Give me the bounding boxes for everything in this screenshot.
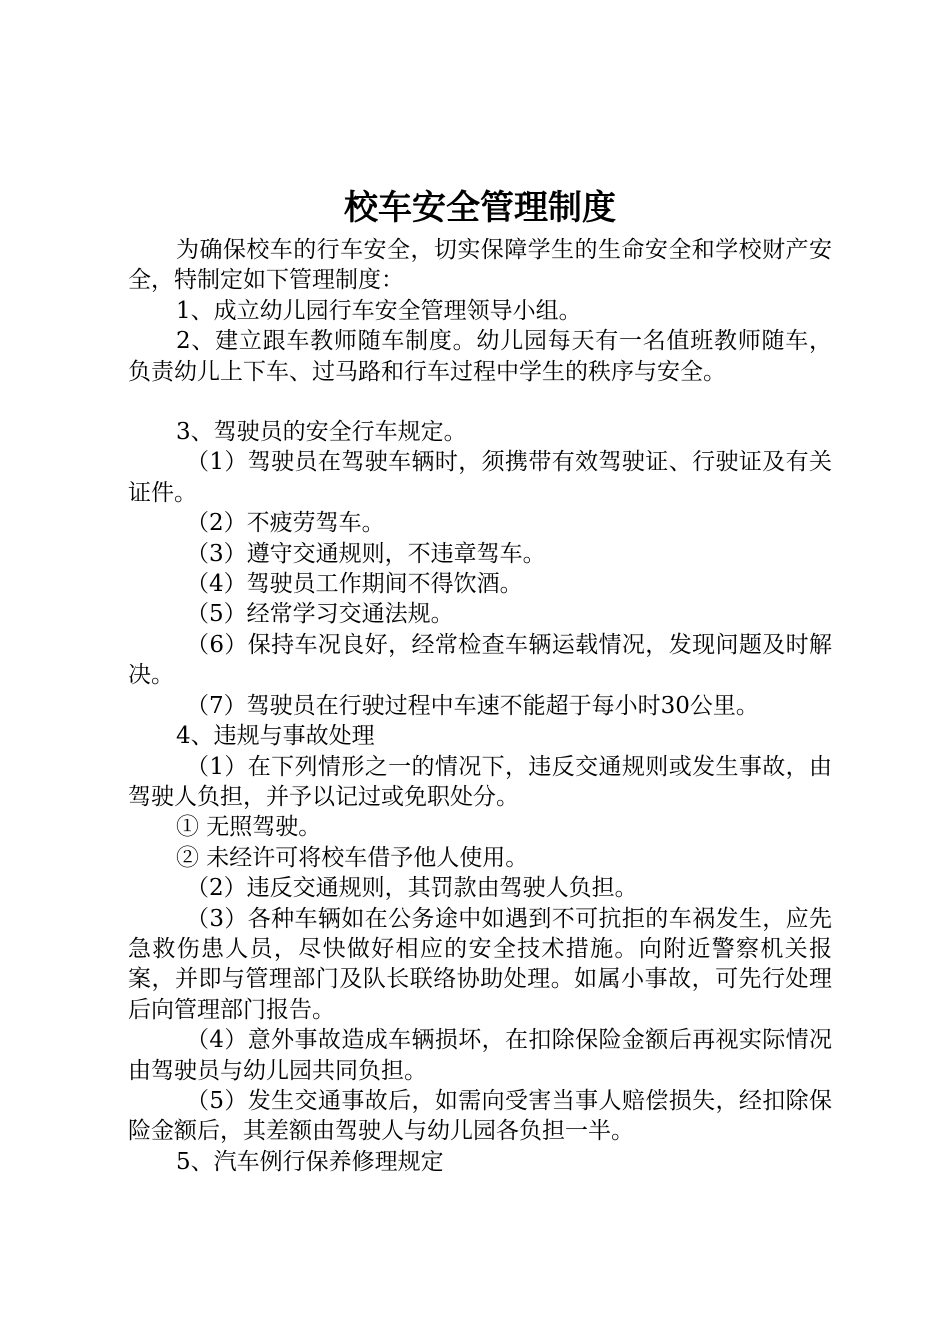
- paragraph-gap: [128, 387, 832, 417]
- document-page: [128, 183, 832, 1177]
- rule-4-item-2: （2）违反交通规则，其罚款由驾驶人负担。: [186, 875, 638, 902]
- rule-3-item-4: （4）驾驶员工作期间不得饮酒。: [186, 571, 523, 598]
- rule-3: 3、驾驶员的安全行车规定。: [176, 419, 467, 446]
- rule-3-item-3: （3）遵守交通规则，不违章驾车。: [186, 540, 546, 567]
- rule-4: 4、违规与事故处理: [176, 723, 375, 750]
- rule-4-item-3: （3）各种车辆如在公务途中如遇到不可抗拒的车祸发生，应先急救伤患人员，尽快做好相应的安全技术措施。向附近警察机关报案，并即与管理部门及队长联络协助处理。如属小事故，可先行处理后向管理部门报告。: [128, 905, 832, 1023]
- rule-5: 5、汽车例行保养修理规定: [176, 1148, 444, 1175]
- rule-2: 2、建立跟车教师随车制度。幼儿园每天有一名值班教师随车，负责幼儿上下车、过马路和行车过程中学生的秩序与安全。: [128, 328, 832, 385]
- rule-4-item-1: （1）在下列情形之一的情况下，违反交通规则或发生事故，由驾驶人负担，并予以记过或免职处分。: [128, 753, 832, 810]
- rule-4-item-1-case-1: ① 无照驾驶。: [176, 814, 322, 841]
- rule-4-item-4: （4）意外事故造成车辆损坏，在扣除保险金额后再视实际情况由驾驶员与幼儿园共同负担。: [128, 1027, 832, 1084]
- rule-3-item-2: （2）不疲劳驾车。: [186, 510, 385, 537]
- intro-paragraph: 为确保校车的行车安全，切实保障学生的生命安全和学校财产安全，特制定如下管理制度：: [128, 237, 832, 294]
- document-title: 校车安全管理制度: [344, 188, 616, 228]
- rule-1: 1、成立幼儿园行车安全管理领导小组。: [176, 297, 582, 324]
- rule-3-item-5: （5）经常学习交通法规。: [186, 601, 454, 628]
- rule-4-item-5: （5）发生交通事故后，如需向受害当事人赔偿损失，经扣除保险金额后，其差额由驾驶人与幼儿园各负担一半。: [128, 1087, 832, 1145]
- rule-3-item-6: （6）保持车况良好，经常检查车辆运载情况，发现问题及时解决。: [128, 631, 832, 689]
- rule-4-item-1-case-2: ② 未经许可将校车借予他人使用。: [176, 844, 529, 871]
- rule-3-item-1: （1）驾驶员在驾驶车辆时，须携带有效驾驶证、行驶证及有关证件。: [128, 449, 832, 506]
- rule-3-item-7: （7）驾驶员在行驶过程中车速不能超于每小时30公里。: [186, 692, 759, 719]
